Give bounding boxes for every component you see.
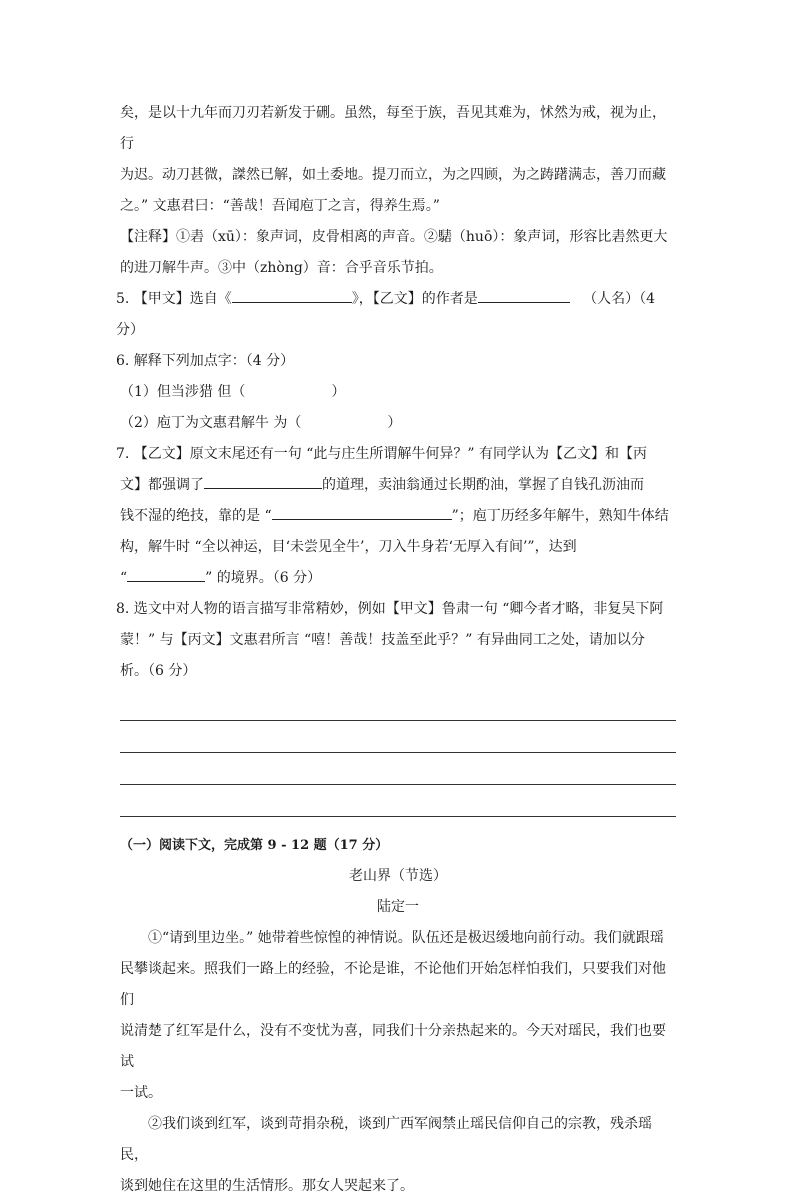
article-paragraph-line: ②我们谈到红军，谈到苛捐杂税，谈到广西军阀禁止瑶民信仰自己的宗教，残杀瑶民， [120,1116,652,1163]
question-8-line: 8. 选文中对人物的语言描写非常精妙，例如【甲文】鲁肃一句 “卿今者才略，非复吴下阿 [116,601,664,617]
question-7-line: 构，解牛时 “全以神运，目‘未尝见全牛’，刀入牛身若‘无厚入有间’”，达到 [120,539,577,555]
question-8-line: 蒙！” 与【丙文】文惠君所言 “嘻！善哉！技盖至此乎？” 有异曲同工之处，请加以分 [120,632,645,648]
article-paragraph-line: 民攀谈起来。照我们一路上的经验，不论是谁，不论他们开始怎样怕我们，只要我们对他们 [120,961,666,1008]
answer-lines[interactable] [120,689,676,817]
q7-blank-2[interactable] [272,503,452,520]
question-5 [116,284,676,346]
answer-line[interactable] [120,689,676,721]
q7-text: 文】都强调了 [120,477,204,493]
article-paragraph-line: ①“请到里边坐。” 她带着些惊惶的神情说。队伍还是极迟缓地向前行动。我们就跟瑶 [148,930,664,946]
question-7-line [120,563,676,594]
answer-line[interactable] [120,753,676,785]
page-content [116,98,676,1202]
q5-text-c: （人名）（4 分） [116,291,656,338]
q7-text: “ [120,570,128,586]
article-paragraph-line: 说清楚了红军是什么，没有不变忧为喜，同我们十分亲热起来的。今天对瑶民，我们也要试 [120,1023,666,1070]
q7-text: 的道理，卖油翁通过长期酌油，掌握了自钱孔沥油而 [322,477,644,493]
passage-line: 为迟。动刀甚微，謋然已解，如土委地。提刀而立，为之四顾，为之踌躇满志，善刀而藏 [120,167,666,183]
q5-text-a: 5. 【甲文】选自《 [116,291,232,307]
passage-line: 之。” 文惠君曰：“善哉！吾闻庖丁之言，得养生焉。” [120,198,440,214]
passage-line: 矣，是以十九年而刀刃若新发于硎。虽然，每至于族，吾见其难为，怵然为戒，视为止，行 [120,105,666,152]
q6-item-1-text: （1）但当涉猎 但（ [120,384,246,400]
article-paragraph-line: 谈到她住在这里的生活情形。那女人哭起来了。 [120,1178,414,1194]
q5-author-blank[interactable] [478,286,570,303]
q7-text: 钱不湿的绝技，靠的是 “ [120,508,272,524]
question-7-line: 7. 【乙文】原文末尾还有一句 “此与庄生所谓解牛何异？” 有同学认为【乙文】和【丙 [116,446,648,462]
question-6-item-2 [120,408,676,439]
q5-text-b: 》，【乙文】的作者是 [351,291,478,307]
answer-line[interactable] [120,721,676,753]
question-7-line [120,470,676,501]
article-paragraph-line: 一试。 [120,1085,162,1101]
q7-text: ” 的境界。（6 分） [205,570,322,586]
q7-blank-1[interactable] [204,472,322,489]
notes-line: 【注释】①砉（xū）：象声词，皮骨相离的声音。②騞（huō）：象声词，形容比砉然更大 [120,229,668,245]
question-6-head: 6. 解释下列加点字：（4 分） [116,353,295,369]
q5-source-blank[interactable] [232,286,352,303]
answer-line[interactable] [120,785,676,817]
article-title: 老山界（节选） [349,868,447,884]
q7-text: ”；庖丁历经多年解牛，熟知牛体结 [451,508,669,524]
q6-item-2-text: （2）庖丁为文惠君解牛 为（ [120,415,302,431]
q6-item-2-close: ） [387,415,402,431]
q6-item-1-close: ） [331,384,346,400]
section-heading: （一）阅读下文，完成第 9 - 12 题（17 分） [120,838,389,853]
q7-blank-3[interactable] [127,565,205,582]
question-7-line [120,501,676,532]
question-8-line: 析。（6 分） [120,663,197,679]
notes-line: 的进刀解牛声。③中（zhòng）音：合乎音乐节拍。 [120,260,443,276]
question-6-item-1 [120,377,676,408]
article-author: 陆定一 [377,899,419,915]
